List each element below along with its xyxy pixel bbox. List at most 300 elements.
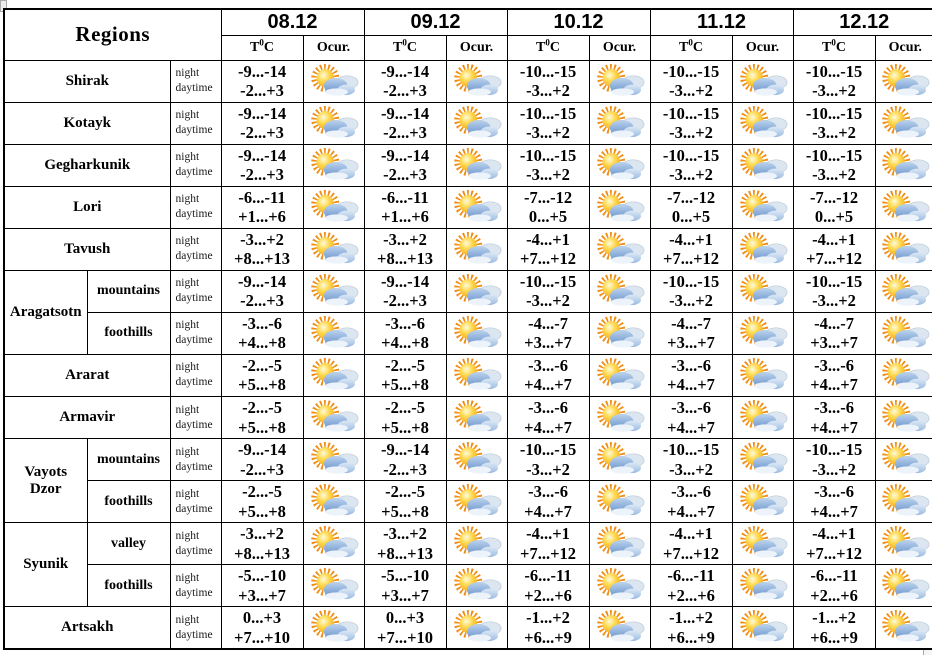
daytime-temp: +7...+12 (663, 543, 719, 563)
table-row (4, 565, 932, 607)
daytime-label: daytime (175, 334, 213, 347)
daytime-temp: -3...+2 (812, 165, 856, 185)
weather-occurrence-cell (303, 397, 364, 439)
daytime-temp: +8...+13 (234, 543, 290, 563)
night-label: night (175, 445, 200, 458)
night-temp: -4...+1 (526, 524, 570, 544)
temperature-cell (364, 523, 446, 565)
table-row (4, 102, 932, 144)
night-temp: -3...+2 (383, 229, 427, 249)
night-temp: -10...-15 (805, 61, 863, 81)
daytime-temp: -2...+3 (383, 165, 427, 185)
night-temp: -10...-15 (805, 145, 863, 165)
sun-behind-cloud-icon (449, 64, 505, 99)
temperature-cell (221, 481, 303, 523)
sun-behind-cloud-icon (877, 568, 932, 603)
night-temp: 0...+3 (242, 608, 282, 628)
night-temp: -3...-6 (385, 313, 425, 333)
sun-behind-cloud-icon (735, 610, 791, 645)
daytime-temp: +5...+8 (381, 501, 429, 521)
date-header-3: 10.12 (507, 9, 650, 35)
daytime-temp: +3...+7 (381, 585, 429, 605)
sun-behind-cloud-icon (735, 106, 791, 141)
table-row (4, 397, 932, 439)
temperature-cell (793, 565, 875, 607)
temperature-cell (221, 397, 303, 439)
weather-occurrence-cell (446, 354, 507, 396)
sun-behind-cloud-icon (735, 148, 791, 183)
temperature-cell (221, 60, 303, 102)
daytime-temp: +5...+8 (238, 375, 286, 395)
night-temp: -4...+1 (812, 229, 856, 249)
night-label: night (175, 487, 200, 500)
night-label: night (175, 67, 200, 80)
night-temp: -10...-15 (519, 271, 577, 291)
temperature-cell (221, 523, 303, 565)
night-temp: -10...-15 (662, 103, 720, 123)
night-temp: -3...+2 (240, 524, 284, 544)
table-row (4, 523, 932, 565)
daytime-temp: -2...+3 (240, 291, 284, 311)
sun-behind-cloud-icon (592, 190, 648, 225)
night-temp: -3...-6 (814, 355, 854, 375)
night-temp: -6...-11 (667, 566, 715, 586)
daytime-temp: +3...+7 (524, 333, 572, 353)
occurrence-column-header: Ocur. (875, 35, 932, 60)
sun-behind-cloud-icon (306, 526, 362, 561)
daytime-temp: +5...+8 (381, 417, 429, 437)
temperature-cell (364, 270, 446, 312)
daytime-temp: -3...+2 (526, 81, 570, 101)
weather-occurrence-cell (446, 439, 507, 481)
weather-occurrence-cell (732, 354, 793, 396)
occurrence-column-header: Ocur. (732, 35, 793, 60)
time-of-day-cell (170, 60, 221, 102)
table-row (4, 228, 932, 270)
night-temp: -3...-6 (671, 482, 711, 502)
weather-occurrence-cell (589, 102, 650, 144)
night-label: night (175, 403, 200, 416)
temperature-cell (650, 144, 732, 186)
daytime-label: daytime (175, 376, 213, 389)
sun-behind-cloud-icon (449, 148, 505, 183)
sun-behind-cloud-icon (306, 64, 362, 99)
night-label: night (175, 109, 200, 122)
subregion-name: foothills (87, 565, 170, 607)
daytime-temp: +4...+8 (238, 333, 286, 353)
night-temp: -5...-10 (237, 566, 287, 586)
weather-occurrence-cell (589, 144, 650, 186)
daytime-temp: -3...+2 (669, 291, 713, 311)
weather-occurrence-cell (589, 354, 650, 396)
night-temp: -10...-15 (519, 103, 577, 123)
sun-behind-cloud-icon (306, 442, 362, 477)
subregion-name: foothills (87, 312, 170, 354)
weather-occurrence-cell (732, 397, 793, 439)
weather-occurrence-cell (446, 102, 507, 144)
sun-behind-cloud-icon (306, 190, 362, 225)
sun-behind-cloud-icon (592, 568, 648, 603)
daytime-temp: +4...+7 (667, 501, 715, 521)
temperature-cell (364, 60, 446, 102)
region-name: Vayots Dzor (4, 439, 87, 523)
weather-occurrence-cell (732, 228, 793, 270)
sun-behind-cloud-icon (449, 610, 505, 645)
daytime-temp: +3...+7 (810, 333, 858, 353)
temperature-cell (507, 312, 589, 354)
weather-occurrence-cell (875, 312, 932, 354)
region-name: Syunik (4, 523, 87, 607)
night-label: night (175, 277, 200, 290)
sun-behind-cloud-icon (592, 232, 648, 267)
weather-occurrence-cell (446, 397, 507, 439)
daytime-temp: -2...+3 (383, 459, 427, 479)
subregion-name: mountains (87, 439, 170, 481)
region-name: Tavush (4, 228, 170, 270)
sun-behind-cloud-icon (877, 148, 932, 183)
weather-occurrence-cell (303, 312, 364, 354)
daytime-temp: +5...+8 (238, 417, 286, 437)
daytime-temp: -2...+3 (240, 459, 284, 479)
daytime-temp: +5...+8 (238, 501, 286, 521)
temperature-cell (793, 270, 875, 312)
daytime-temp: -2...+3 (383, 81, 427, 101)
daytime-temp: +8...+13 (377, 543, 433, 563)
night-temp: -9...-14 (380, 145, 430, 165)
sun-behind-cloud-icon (592, 610, 648, 645)
daytime-label: daytime (175, 166, 213, 179)
night-temp: -6...-11 (810, 566, 858, 586)
night-temp: -7...-12 (666, 187, 716, 207)
temperature-cell (650, 481, 732, 523)
night-temp: -9...-14 (380, 61, 430, 81)
weather-occurrence-cell (589, 60, 650, 102)
daytime-temp: 0...+5 (671, 207, 711, 227)
daytime-temp: +7...+10 (377, 627, 433, 647)
weather-occurrence-cell (589, 565, 650, 607)
weather-occurrence-cell (589, 439, 650, 481)
weather-occurrence-cell (446, 481, 507, 523)
night-temp: -2...-5 (385, 355, 425, 375)
time-of-day-cell (170, 607, 221, 649)
temperature-cell (221, 354, 303, 396)
sun-behind-cloud-icon (877, 316, 932, 351)
time-of-day-cell (170, 565, 221, 607)
night-temp: -3...-6 (814, 482, 854, 502)
night-temp: -9...-14 (237, 271, 287, 291)
table-row (4, 607, 932, 649)
temperature-cell (507, 144, 589, 186)
temperature-cell (364, 312, 446, 354)
night-temp: -2...-5 (242, 355, 282, 375)
sun-behind-cloud-icon (449, 106, 505, 141)
temperature-cell (650, 102, 732, 144)
weather-occurrence-cell (875, 354, 932, 396)
night-temp: -5...-10 (380, 566, 430, 586)
sun-behind-cloud-icon (306, 106, 362, 141)
daytime-temp: +6...+9 (524, 627, 572, 647)
weather-occurrence-cell (589, 523, 650, 565)
weather-occurrence-cell (446, 270, 507, 312)
daytime-temp: 0...+5 (814, 207, 854, 227)
weather-occurrence-cell (303, 354, 364, 396)
temperature-cell (364, 565, 446, 607)
sun-behind-cloud-icon (735, 442, 791, 477)
weather-occurrence-cell (732, 270, 793, 312)
daytime-temp: +7...+12 (520, 249, 576, 269)
temperature-cell (507, 565, 589, 607)
weather-occurrence-cell (875, 481, 932, 523)
night-temp: -4...-7 (528, 313, 568, 333)
night-label: night (175, 319, 200, 332)
daytime-temp: -3...+2 (812, 291, 856, 311)
daytime-temp: -2...+3 (240, 165, 284, 185)
weather-occurrence-cell (875, 439, 932, 481)
daytime-temp: +4...+7 (810, 501, 858, 521)
weather-occurrence-cell (446, 60, 507, 102)
sun-behind-cloud-icon (877, 274, 932, 309)
night-temp: -9...-14 (380, 103, 430, 123)
temperature-cell (507, 481, 589, 523)
night-temp: -2...-5 (242, 398, 282, 418)
weather-occurrence-cell (446, 228, 507, 270)
night-temp: -3...-6 (671, 398, 711, 418)
sun-behind-cloud-icon (592, 148, 648, 183)
daytime-temp: +3...+7 (667, 333, 715, 353)
weather-occurrence-cell (303, 523, 364, 565)
sun-behind-cloud-icon (306, 610, 362, 645)
sun-behind-cloud-icon (877, 484, 932, 519)
temperature-cell (221, 144, 303, 186)
temperature-cell (793, 607, 875, 649)
sun-behind-cloud-icon (449, 190, 505, 225)
night-temp: -3...-6 (671, 355, 711, 375)
sun-behind-cloud-icon (449, 316, 505, 351)
night-temp: -6...-11 (381, 187, 429, 207)
weather-occurrence-cell (732, 60, 793, 102)
temperature-cell (650, 228, 732, 270)
temperature-cell (650, 565, 732, 607)
daytime-temp: -3...+2 (812, 123, 856, 143)
weather-occurrence-cell (589, 270, 650, 312)
night-temp: -7...-12 (523, 187, 573, 207)
sun-behind-cloud-icon (449, 442, 505, 477)
daytime-label: daytime (175, 586, 213, 599)
temperature-cell (507, 523, 589, 565)
night-temp: -3...-6 (528, 355, 568, 375)
night-temp: -9...-14 (237, 103, 287, 123)
daytime-temp: +8...+13 (377, 249, 433, 269)
daytime-temp: +4...+7 (524, 501, 572, 521)
sun-behind-cloud-icon (449, 484, 505, 519)
daytime-label: daytime (175, 124, 213, 137)
daytime-temp: +4...+8 (381, 333, 429, 353)
temperature-cell (221, 102, 303, 144)
weather-occurrence-cell (303, 565, 364, 607)
night-temp: -2...-5 (385, 398, 425, 418)
night-label: night (175, 571, 200, 584)
sun-behind-cloud-icon (449, 526, 505, 561)
sun-behind-cloud-icon (877, 526, 932, 561)
daytime-temp: +8...+13 (234, 249, 290, 269)
daytime-temp: 0...+5 (528, 207, 568, 227)
night-temp: -2...-5 (242, 482, 282, 502)
time-of-day-cell (170, 439, 221, 481)
table-row (4, 60, 932, 102)
weather-occurrence-cell (303, 481, 364, 523)
daytime-temp: +4...+7 (524, 417, 572, 437)
weather-occurrence-cell (875, 397, 932, 439)
daytime-label: daytime (175, 292, 213, 305)
sun-behind-cloud-icon (877, 400, 932, 435)
night-temp: -9...-14 (237, 145, 287, 165)
night-temp: -3...+2 (240, 229, 284, 249)
temperature-cell (793, 481, 875, 523)
weather-occurrence-cell (875, 565, 932, 607)
night-temp: -10...-15 (662, 145, 720, 165)
daytime-label: daytime (175, 628, 213, 641)
daytime-temp: -3...+2 (526, 459, 570, 479)
sun-behind-cloud-icon (877, 64, 932, 99)
daytime-label: daytime (175, 250, 213, 263)
sun-behind-cloud-icon (592, 106, 648, 141)
night-temp: -3...-6 (528, 398, 568, 418)
daytime-label: daytime (175, 460, 213, 473)
temperature-cell (221, 607, 303, 649)
weather-occurrence-cell (875, 270, 932, 312)
sun-behind-cloud-icon (735, 316, 791, 351)
daytime-temp: +5...+8 (381, 375, 429, 395)
night-temp: -2...-5 (385, 482, 425, 502)
night-temp: -9...-14 (380, 440, 430, 460)
night-label: night (175, 361, 200, 374)
date-header-row (4, 9, 932, 35)
time-of-day-cell (170, 481, 221, 523)
daytime-temp: -2...+3 (383, 123, 427, 143)
night-temp: -3...+2 (383, 524, 427, 544)
night-temp: -1...+2 (812, 608, 856, 628)
table-row (4, 270, 932, 312)
date-header-1: 08.12 (221, 9, 364, 35)
sun-behind-cloud-icon (306, 568, 362, 603)
temperature-cell (364, 144, 446, 186)
weather-occurrence-cell (303, 228, 364, 270)
temperature-cell (650, 354, 732, 396)
night-temp: -10...-15 (662, 440, 720, 460)
night-label: night (175, 529, 200, 542)
weather-occurrence-cell (732, 523, 793, 565)
table-row (4, 144, 932, 186)
night-temp: -1...+2 (669, 608, 713, 628)
occurrence-column-header: Ocur. (446, 35, 507, 60)
table-row (4, 186, 932, 228)
subregion-name: mountains (87, 270, 170, 312)
temperature-cell (364, 102, 446, 144)
temperature-cell (793, 397, 875, 439)
weather-occurrence-cell (446, 186, 507, 228)
weather-occurrence-cell (589, 397, 650, 439)
sun-behind-cloud-icon (449, 274, 505, 309)
weather-occurrence-cell (303, 186, 364, 228)
temperature-cell (364, 186, 446, 228)
region-name: Shirak (4, 60, 170, 102)
sun-behind-cloud-icon (306, 232, 362, 267)
daytime-temp: +2...+6 (524, 585, 572, 605)
weather-occurrence-cell (446, 523, 507, 565)
daytime-label: daytime (175, 544, 213, 557)
table-row (4, 481, 932, 523)
weather-occurrence-cell (732, 481, 793, 523)
daytime-temp: -3...+2 (669, 81, 713, 101)
occurrence-column-header: Ocur. (589, 35, 650, 60)
weather-occurrence-cell (732, 565, 793, 607)
weather-occurrence-cell (732, 312, 793, 354)
weather-forecast-table (3, 8, 932, 650)
night-temp: -3...-6 (814, 398, 854, 418)
temperature-cell (507, 354, 589, 396)
night-temp: -10...-15 (662, 271, 720, 291)
night-temp: -9...-14 (237, 440, 287, 460)
daytime-temp: -3...+2 (812, 459, 856, 479)
night-temp: -10...-15 (805, 440, 863, 460)
night-temp: -9...-14 (237, 61, 287, 81)
daytime-temp: -3...+2 (669, 165, 713, 185)
time-of-day-cell (170, 312, 221, 354)
sun-behind-cloud-icon (449, 568, 505, 603)
temperature-cell (650, 186, 732, 228)
sun-behind-cloud-icon (449, 400, 505, 435)
temperature-cell (364, 607, 446, 649)
night-temp: -4...+1 (526, 229, 570, 249)
date-header-4: 11.12 (650, 9, 793, 35)
sun-behind-cloud-icon (306, 316, 362, 351)
temperature-cell (507, 228, 589, 270)
sun-behind-cloud-icon (592, 400, 648, 435)
time-of-day-cell (170, 144, 221, 186)
daytime-temp: +1...+6 (381, 207, 429, 227)
weather-occurrence-cell (875, 144, 932, 186)
daytime-temp: -3...+2 (526, 165, 570, 185)
daytime-label: daytime (175, 82, 213, 95)
sun-behind-cloud-icon (735, 232, 791, 267)
daytime-temp: -3...+2 (669, 459, 713, 479)
temp-column-header: $T^0C$ (507, 35, 589, 60)
weather-occurrence-cell (303, 439, 364, 481)
subregion-name: foothills (87, 481, 170, 523)
daytime-temp: +1...+6 (238, 207, 286, 227)
night-temp: -4...+1 (812, 524, 856, 544)
sun-behind-cloud-icon (877, 232, 932, 267)
daytime-temp: -3...+2 (526, 291, 570, 311)
night-label: night (175, 151, 200, 164)
night-temp: -9...-14 (380, 271, 430, 291)
daytime-temp: +4...+7 (810, 375, 858, 395)
weather-occurrence-cell (303, 144, 364, 186)
sun-behind-cloud-icon (735, 190, 791, 225)
region-name: Artsakh (4, 607, 170, 649)
weather-occurrence-cell (589, 481, 650, 523)
sun-behind-cloud-icon (306, 400, 362, 435)
night-temp: -10...-15 (519, 440, 577, 460)
temperature-cell (793, 523, 875, 565)
time-of-day-cell (170, 523, 221, 565)
night-temp: -4...+1 (669, 229, 713, 249)
weather-occurrence-cell (875, 523, 932, 565)
sun-behind-cloud-icon (877, 190, 932, 225)
temperature-cell (650, 312, 732, 354)
daytime-temp: +4...+7 (810, 417, 858, 437)
temperature-cell (364, 228, 446, 270)
